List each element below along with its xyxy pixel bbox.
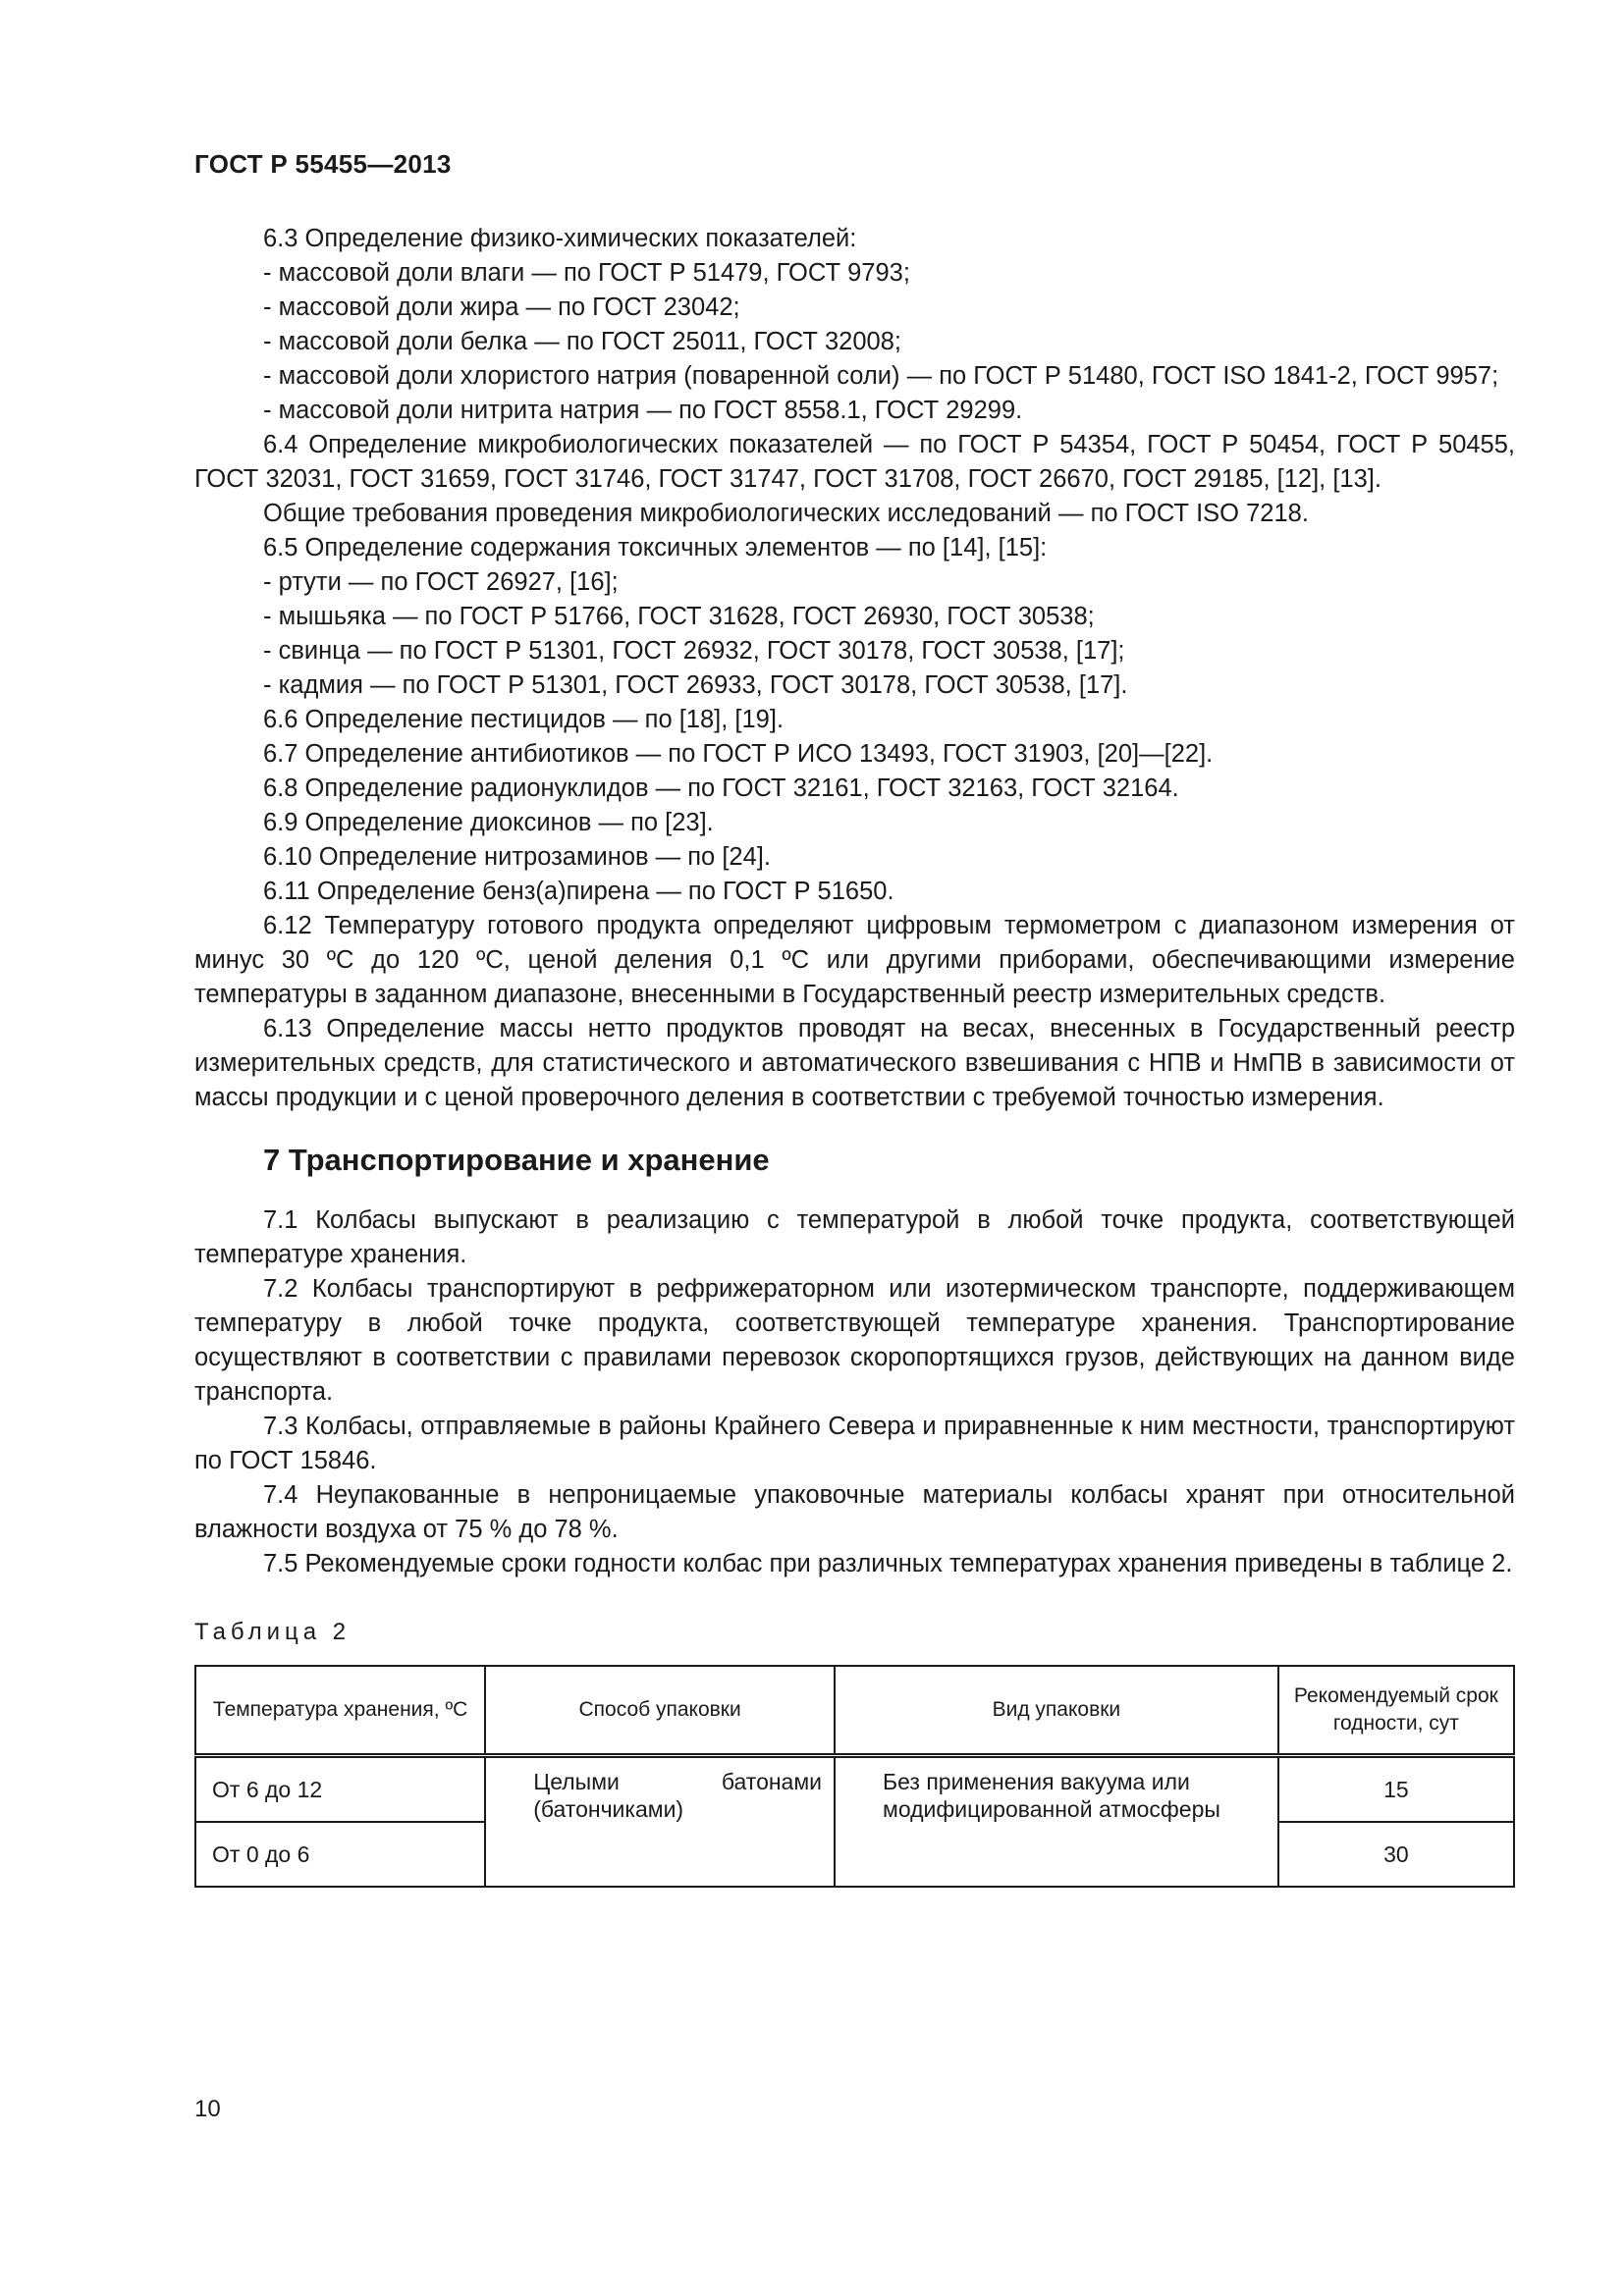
paragraph-6-10: 6.10 Определение нитрозаминов — по [24]. [263,843,771,871]
cell-shelf-life: 30 [1278,1822,1514,1887]
paragraph-6-6: 6.6 Определение пестицидов — по [18], [19]. [263,706,785,733]
list-item-arsenic: - мышьяка — по ГОСТ Р 51766, ГОСТ 31628, ГОСТ 26930, ГОСТ 30538; [263,603,1095,630]
paragraph-6-7: 6.7 Определение антибиотиков — по ГОСТ Р ИСО 13493, ГОСТ 31903, [20]—[22]. [263,740,1214,768]
list-item-nitrite: - массовой доли нитрита натрия — по ГОСТ 8558.1, ГОСТ 29299. [263,397,1023,424]
paragraph-6-3: 6.3 Определение физико-химических показателей: [263,225,857,252]
header-type: Вид упаковки [835,1666,1278,1756]
paragraph-6-12: 6.12 Температуру готового продукта определяют цифровым термометром с диапазоном измерения от минус 30 ºС до 120 ºС, ценой деления 0,1 ºС или другими приборами, обеспечивающими измерение температуры в заданном диапазоне, внесенными в Государственный реестр измерительных средств. [194,912,1515,1008]
paragraph-6-8: 6.8 Определение радионуклидов — по ГОСТ 32161, ГОСТ 32163, ГОСТ 32164. [263,774,1179,802]
list-item-fat: - массовой доли жира — по ГОСТ 23042; [263,294,740,321]
paragraph-7-4: 7.4 Неупакованные в непроницаемые упаковочные материалы колбасы хранят при относительной влажности воздуха от 75 % до 78 %. [194,1481,1515,1543]
cell-temp: От 0 до 6 [195,1822,485,1887]
table-row [195,1756,1514,1823]
header-temp: Температура хранения, ºС [195,1666,485,1756]
paragraph-micro-general: Общие требования проведения микробиологических исследований — по ГОСТ ISO 7218. [263,500,1309,527]
table-2-label: Таблица 2 [194,1619,352,1645]
paragraph-7-1: 7.1 Колбасы выпускают в реализацию с температурой в любой точке продукта, соответствующей температуре хранения. [194,1206,1515,1268]
cell-type: Без применения вакуума или модифицированной атмосферы [835,1756,1278,1888]
paragraph-7-2: 7.2 Колбасы транспортируют в рефрижераторном или изотермическом транспорте, поддерживающем температуру в любой точке продукта, соответствующей температуре хранения. Транспортирование осуществляют в соответствии с правилами перевозок скоропортящихся грузов, действующих на данном виде транспорта. [194,1275,1515,1406]
header-method: Способ упаковки [485,1666,835,1756]
section-7-title: 7 Транспортирование и хранение [263,1143,770,1177]
paragraph-7-3: 7.3 Колбасы, отправляемые в районы Крайнего Севера и приравненные к ним местности, транспортируют по ГОСТ 15846. [194,1413,1515,1474]
list-item-salt: - массовой доли хлористого натрия (поваренной соли) — по ГОСТ Р 51480, ГОСТ ISO 1841-2, ГОСТ 9957; [263,362,1499,390]
paragraph-6-9: 6.9 Определение диоксинов — по [23]. [263,809,714,836]
list-item-lead: - свинца — по ГОСТ Р 51301, ГОСТ 26932, ГОСТ 30178, ГОСТ 30538, [17]; [263,637,1125,665]
list-item-cadmium: - кадмия — по ГОСТ Р 51301, ГОСТ 26933, ГОСТ 30178, ГОСТ 30538, [17]. [263,671,1128,699]
page-number: 10 [194,2096,221,2122]
cell-shelf-life: 15 [1278,1756,1514,1823]
paragraph-6-4: 6.4 Определение микробиологических показателей — по ГОСТ Р 54354, ГОСТ Р 50454, ГОСТ Р 50455, ГОСТ 32031, ГОСТ 31659, ГОСТ 31746, ГОСТ 31747, ГОСТ 31708, ГОСТ 26670, ГОСТ 29185, [12], [13]. [194,431,1515,493]
table-2 [194,1665,1515,1888]
list-item-protein: - массовой доли белка — по ГОСТ 25011, ГОСТ 32008; [263,328,901,355]
paragraph-6-13: 6.13 Определение массы нетто продуктов проводят на весах, внесенных в Государственный реестр измерительных средств, для статистического и автоматического взвешивания с НПВ и НмПВ в зависимости от массы продукции и с ценой проверочного деления в соответствии с требуемой точностью измерения. [194,1015,1515,1111]
cell-method: Целыми батонами (батончиками) [485,1756,835,1888]
table-header-row [195,1666,1514,1756]
cell-temp: От 6 до 12 [195,1756,485,1823]
paragraph-7-5: 7.5 Рекомендуемые сроки годности колбас при различных температурах хранения приведены в таблице 2. [263,1550,1513,1577]
list-item-mercury: - ртути — по ГОСТ 26927, [16]; [263,568,619,596]
document-body [194,222,1515,1888]
header-shelf-life: Рекомендуемый срок годности, сут [1278,1666,1514,1756]
paragraph-6-5: 6.5 Определение содержания токсичных элементов — по [14], [15]: [263,534,1048,561]
document-header: ГОСТ Р 55455—2013 [194,149,452,179]
list-item-moisture: - массовой доли влаги — по ГОСТ Р 51479, ГОСТ 9793; [263,259,910,287]
paragraph-6-11: 6.11 Определение бенз(а)пирена — по ГОСТ Р 51650. [263,878,894,905]
